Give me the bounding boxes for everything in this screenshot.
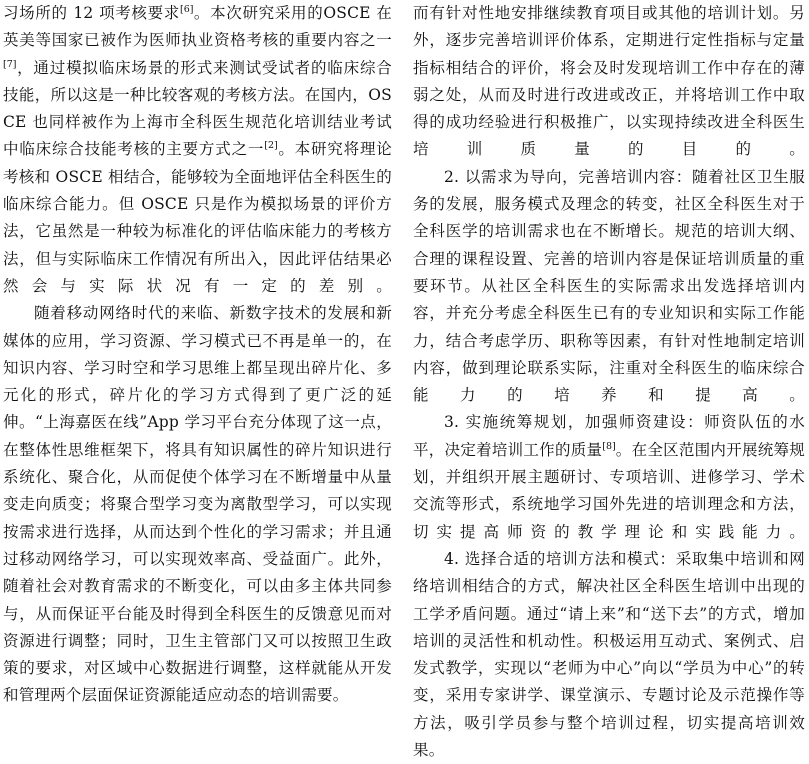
left-column (3, 0, 392, 710)
paragraph-l2 (3, 300, 392, 709)
text-run: 。本研究将理论考核和 OSCE 相结合，能够较为全面地评估全科医生的临床综合能力。但 OSCE 只是作为模拟场景的评价方法，它虽然是一种较为标准化的评估临床能力的考核方法，但与实际临床工作情况有所出入，因此评估结果必然会与实际状况有一定的差别。 (3, 140, 392, 295)
paragraph-l1 (3, 0, 392, 300)
paragraph-r4 (413, 546, 805, 764)
paragraph-r3 (413, 409, 805, 545)
citation-ref: [2] (264, 140, 278, 152)
text-run: 。本次研究采用的OSCE 在英美等国家已被作为医师执业资格考核的重要内容之一 (3, 4, 392, 50)
text-run: 习场所的 12 项考核要求 (3, 4, 180, 22)
paragraph-r1 (413, 0, 805, 164)
citation-ref: [6] (179, 4, 194, 15)
text-run: ，通过模拟临床场景的形式来测试受试者的临床综合技能，所以这是一种比较客观的考核方法。在国内，OSCE 也同样被作为上海市全科医生规范化培训结业考试中临床综合技能考核的主要方式之一 (3, 58, 392, 159)
citation-ref: [7] (3, 58, 17, 70)
citation-ref: [8] (602, 440, 616, 452)
text-run: 4. 选择合适的培训方法和模式：采取集中培训和网络培训相结合的方式，解决社区全科医生培训中出现的工学矛盾问题。通过“请上来”和“送下去”的方式，增加培训的灵活性和机动性。积极运用互动式、案例式、启发式教学，实现以“老师为中心”向以“学员为中心”的转变，采用专家讲学、课堂演示、专题讨论及示范操作等方法，吸引学员参与整个培训过程，切实提高培训效果。 (413, 549, 805, 760)
text-run: 而有针对性地安排继续教育项目或其他的培训计划。另外，逐步完善培训评价体系，定期进行定性指标与定量指标相结合的评价，将会及时发现培训工作中存在的薄弱之处，从而及时进行改进或改正，并将培训工作中取得的成功经验进行积极推广，以实现持续改进全科医生培训质量的目的。 (413, 4, 805, 159)
text-run: 。在全区范围内开展统筹规划，并组织开展主题研讨、专项培训、进修学习、学术交流等形式，系统地学习国外先进的培训理念和方法，切实提高师资的教学理论和实践能力。 (413, 440, 805, 541)
text-run: 2. 以需求为导向，完善培训内容：随着社区卫生服务的发展，服务模式及理念的转变，社区全科医生对于全科医学的培训需求也在不断增长。规范的培训大纲、合理的课程设置、完善的培训内容是保证培训质量的重要环节。从社区全科医生的实际需求出发选择培训内容，并充分考虑全科医生已有的专业知识和实际工作能力，结合考虑学历、职称等因素，有针对性地制定培训内容，做到理论联系实际，注重对全科医生的临床综合能力的培养和提高。 (413, 167, 805, 405)
text-run: 3. 实施统筹规划，加强师资建设：师资队伍的水平，决定着培训工作的质量 (413, 413, 805, 459)
paragraph-r2 (413, 164, 805, 410)
right-column (413, 0, 805, 764)
text-run: 随着移动网络时代的来临、新数字技术的发展和新媒体的应用，学习资源、学习模式已不再是单一的，在知识内容、学习时空和学习思维上都呈现出碎片化、多元化的形式，碎片化的学习方式得到了更广泛的延伸。“上海嘉医在线”App 学习平台充分体现了这一点，在整体性思维框架下，将具有知识属性的碎片知识进行系统化、聚合化，从而促使个体学习在不断增量中从量变走向质变；将聚合型学习变为离散型学习，可以实现按需求进行选择，从而达到个性化的学习需求；并且通过移动网络学习，可以实现效率高、受益面广。此外，随着社会对教育需求的不断变化，可以由多主体共同参与，从而保证平台能及时得到全科医生的反馈意见而对资源进行调整；同时，卫生主管部门又可以按照卫生政策的要求，对区域中心数据进行调整，这样就能从开发和管理两个层面保证资源能适应动态的培训需要。 (3, 304, 392, 705)
